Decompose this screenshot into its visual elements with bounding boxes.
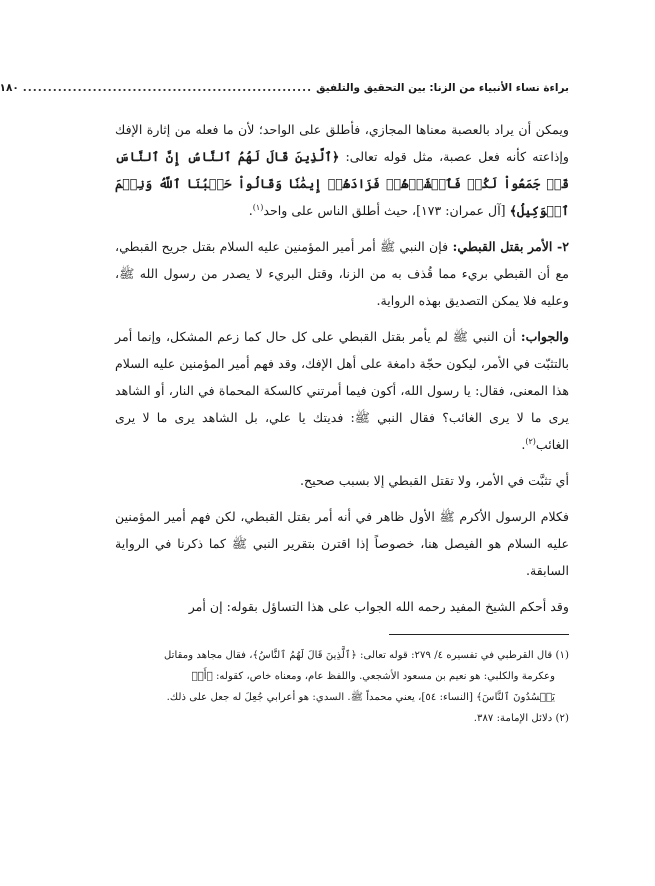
section-heading: ٢- الأمر بقتل القبطي:	[448, 239, 569, 254]
running-title: براءة نساء الأنبياء من الزنا: بين التحقيق والتلفيق	[316, 82, 569, 94]
paragraph-speech: فكلام الرسول الأكرم ﷺ الأول ظاهر في أنه أمر بقتل القبطي، لكن فهم أمير المؤمنين عليه السلام هو الفيصل هنا، خصوصاً إذا اقترن بتقرير النبي ﷺ كما ذكرنا في الرواية السابقة.	[115, 509, 569, 578]
verse-citation: [آل عمران: ١٧٣]، حيث أطلق الناس على واحد	[263, 203, 510, 218]
paragraph-tathabbut: أي تثبَّت في الأمر، ولا تقتل القبطي إلا بسبب صحيح.	[300, 473, 569, 488]
footnote-1-line-2: وعكرمة والكلبي: هو نعيم بن مسعود الأشجعي. واللفظ عام، ومعناه خاص، كقوله: ﴿أَمۡ	[191, 671, 555, 682]
sentence-end: .	[248, 203, 253, 218]
main-text	[115, 116, 569, 620]
paragraph-qibti-objection	[115, 233, 569, 314]
header-leader-dots: ..........................................................	[22, 82, 313, 94]
footnote-ref-1[interactable]: (١)	[252, 202, 264, 212]
footnote-1-line-1: (١) قال القرطبي في تفسيره ٤/ ٢٧٩: قوله تعالى: ﴿ٱلَّذِينَ قَالَ لَهُمُ ٱلنَّاسُ﴾، فقال مجاهد ومقاتل	[163, 650, 569, 661]
running-header	[0, 82, 569, 94]
sentence-end: .	[521, 437, 526, 452]
book-page	[0, 82, 570, 729]
page-number: ١٨٠	[0, 82, 19, 94]
footnote-2: (٢) دلائل الإمامة: ٣٨٧.	[473, 713, 569, 724]
paragraph-text: ويمكن أن يراد بالعصبة معناها المجازي، فأطلق على الواحد؛ لأن ما فعله من إثارة الإفك وإذاعته كأنه فعل عصبة، مثل قوله تعالى:	[115, 122, 570, 164]
quran-verse: ﴿ٱلَّذِينَ قَالَ لَهُمُ ٱلنَّاسُ إِنَّ ٱلنَّاسَ قَدۡ جَمَعُواْ لَكُمۡ فَٱخۡشَوۡهُمۡ فَزَادَهُمۡ إِيمَٰنٗا وَقَالُواْ حَسۡبُنَا ٱللَّهُ وَنِعۡمَ ٱلۡوَكِيلُ﴾	[115, 149, 569, 218]
paragraph-majaz	[115, 116, 569, 224]
paragraph-text: فإن النبي ﷺ أمر أمير المؤمنين عليه السلام بقتل جريح القبطي، مع أن القبطي بريء مما قُذف به من الزنا، وقتل البريء لا يصدر من رسول الله ﷺ، وعليه فلا يمكن التصديق بهذه الرواية.	[115, 239, 569, 308]
paragraph-mufid: وقد أحكم الشيخ المفيد رحمه الله الجواب على هذا التساؤل بقوله: إن أمر	[188, 599, 569, 614]
footnote-1-line-3: يَحۡسُدُونَ ٱلنَّاسَ﴾ [النساء: ٥٤]، يعني محمداً ﷺ. السدي: هو أعرابي جُعِلَ له جعل على ذلك.	[166, 692, 555, 703]
footnote-ref-2[interactable]: (٢)	[525, 436, 536, 446]
paragraph-answer	[115, 323, 569, 458]
paragraph-text: أن النبي ﷺ لم يأمر بقتل القبطي على كل حال كما زعم المشكل، وإنما أمر بالتثبّت في الأمر، ليكون حجّة دامغة على أهل الإفك، وقد فهم أمير المؤمنين عليه السلام هذا المعنى، فقال: يا رسول الله، أكون فيما أمرتني كالسكة المحماة في النار، أو الشاهد يرى ما لا يرى الغائب؟ فقال النبي ﷺ: فديتك يا علي، بل الشاهد يرى ما لا يرى الغائب	[115, 329, 569, 452]
footnote-separator	[389, 634, 569, 635]
footnotes	[115, 645, 569, 729]
answer-label: والجواب:	[515, 329, 569, 344]
